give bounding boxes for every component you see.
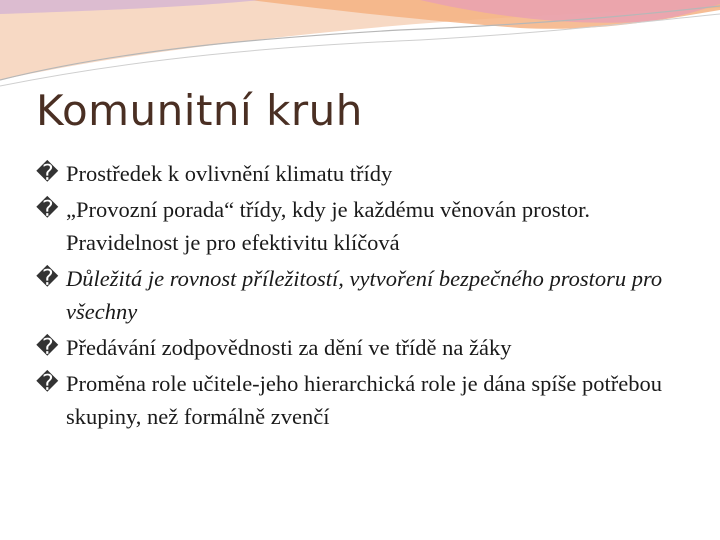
header-wave-decoration xyxy=(0,0,720,90)
bullet-item xyxy=(36,367,696,433)
slide-title: Komunitní kruh xyxy=(36,86,363,135)
bullet-icon: � xyxy=(36,197,59,222)
bullet-icon: � xyxy=(36,371,59,396)
bullet-text: Předávání zodpovědnosti za dění ve třídě na žáky xyxy=(66,335,512,360)
bullet-text: Důležitá je rovnost příležitostí, vytvoření bezpečného prostoru pro všechny xyxy=(66,266,663,324)
bullet-text: Proměna role učitele-jeho hierarchická role je dána spíše potřebou skupiny, než formálně zvenčí xyxy=(66,371,662,429)
bullet-icon: � xyxy=(36,335,59,360)
bullet-item xyxy=(36,262,696,328)
bullet-icon: � xyxy=(36,161,59,186)
bullet-text: Prostředek k ovlivnění klimatu třídy xyxy=(66,161,393,186)
bullet-item xyxy=(36,157,696,190)
bullet-list xyxy=(36,157,696,436)
bullet-icon: � xyxy=(36,266,59,291)
bullet-text: „Provozní porada“ třídy, kdy je každému věnován prostor. Pravidelnost je pro efektivitu klíčová xyxy=(66,197,591,255)
bullet-item xyxy=(36,331,696,364)
bullet-item xyxy=(36,193,696,259)
